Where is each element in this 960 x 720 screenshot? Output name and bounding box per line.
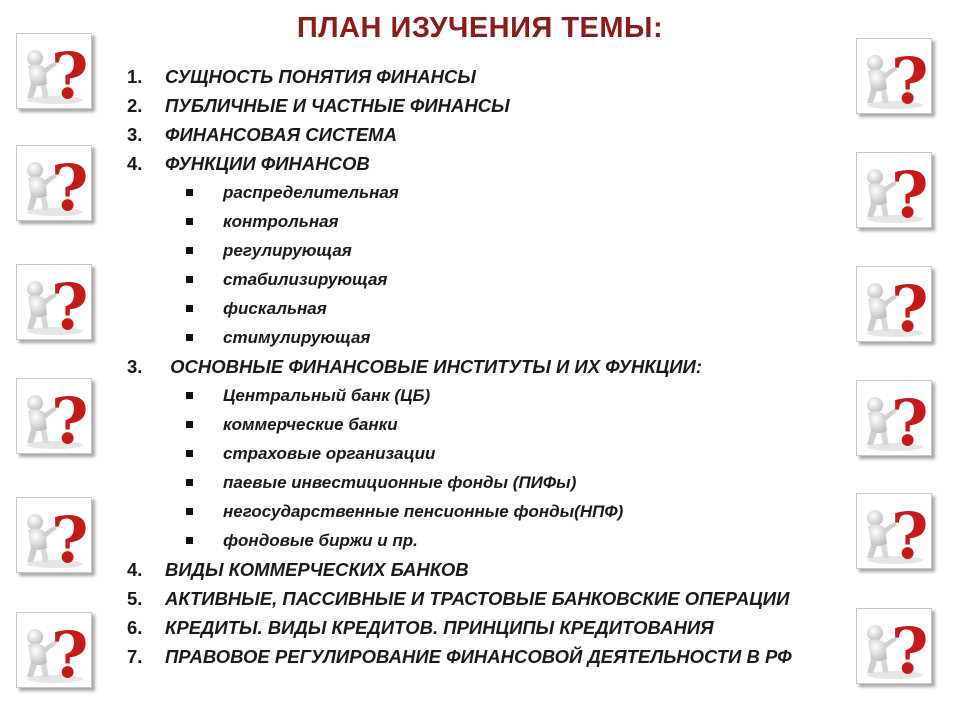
outline-subitem (127, 323, 847, 352)
outline-item (127, 120, 847, 149)
square-bullet-icon (186, 247, 193, 254)
outline-subitem (127, 410, 847, 439)
question-person-icon (856, 266, 932, 342)
subitem-text: контрольная (223, 212, 339, 231)
item-number: 5. (127, 588, 143, 609)
question-person-icon (16, 497, 92, 573)
svg-text:?: ? (51, 39, 89, 108)
question-person-icon (856, 152, 932, 228)
subitem-text: паевые инвестиционные фонды (ПИФы) (223, 473, 577, 492)
outline-subitem (127, 265, 847, 294)
square-bullet-icon (186, 479, 193, 486)
outline-subitem (127, 178, 847, 207)
item-text: ОСНОВНЫЕ ФИНАНСОВЫЕ ИНСТИТУТЫ И ИХ ФУНКЦИИ: (165, 356, 702, 377)
subitem-text: распределительная (223, 183, 399, 202)
svg-text:?: ? (891, 614, 929, 683)
outline-item (127, 642, 847, 671)
outline-item (127, 584, 847, 613)
item-text: КРЕДИТЫ. ВИДЫ КРЕДИТОВ. ПРИНЦИПЫ КРЕДИТОВАНИЯ (165, 617, 714, 638)
item-number: 3. (127, 356, 143, 377)
outline-item (127, 62, 847, 91)
subitem-text: Центральный банк (ЦБ) (223, 386, 431, 405)
subitem-text: фискальная (223, 299, 327, 318)
square-bullet-icon (186, 218, 193, 225)
svg-text:?: ? (51, 503, 89, 572)
svg-text:?: ? (51, 384, 89, 453)
svg-text:?: ? (891, 158, 929, 227)
item-number: 2. (127, 95, 143, 116)
svg-text:?: ? (891, 44, 929, 113)
question-person-icon (16, 612, 92, 688)
item-number: 3. (127, 124, 143, 145)
item-number: 6. (127, 617, 143, 638)
item-text: ФИНАНСОВАЯ СИСТЕМА (165, 124, 397, 145)
question-person-icon (856, 380, 932, 456)
topic-outline (127, 62, 847, 671)
square-bullet-icon (186, 189, 193, 196)
square-bullet-icon (186, 305, 193, 312)
square-bullet-icon (186, 392, 193, 399)
outline-subitem (127, 468, 847, 497)
outline-subitem (127, 497, 847, 526)
outline-subitem (127, 236, 847, 265)
outline-item (127, 555, 847, 584)
item-number: 1. (127, 66, 143, 87)
subitem-text: стимулирующая (223, 328, 371, 347)
subitem-text: регулирующая (223, 241, 352, 260)
item-number: 4. (127, 559, 143, 580)
subitem-text: фондовые биржи и пр. (223, 531, 418, 550)
outline-subitem (127, 207, 847, 236)
question-person-icon (16, 145, 92, 221)
question-person-icon (16, 378, 92, 454)
subitem-text: страховые организации (223, 444, 436, 463)
svg-text:?: ? (891, 386, 929, 455)
outline-subitem (127, 381, 847, 410)
question-person-icon (856, 493, 932, 569)
outline-item (127, 91, 847, 120)
item-text: ПУБЛИЧНЫЕ И ЧАСТНЫЕ ФИНАНСЫ (165, 95, 510, 116)
svg-text:?: ? (51, 270, 89, 339)
outline-item (127, 352, 847, 381)
item-text: АКТИВНЫЕ, ПАССИВНЫЕ И ТРАСТОВЫЕ БАНКОВСКИЕ ОПЕРАЦИИ (165, 588, 790, 609)
question-person-icon (856, 608, 932, 684)
outline-subitem (127, 526, 847, 555)
square-bullet-icon (186, 450, 193, 457)
question-person-icon (16, 264, 92, 340)
svg-text:?: ? (891, 499, 929, 568)
square-bullet-icon (186, 334, 193, 341)
page-title: ПЛАН ИЗУЧЕНИЯ ТЕМЫ: (296, 12, 664, 44)
outline-subitem (127, 294, 847, 323)
item-text: СУЩНОСТЬ ПОНЯТИЯ ФИНАНСЫ (165, 66, 476, 87)
item-number: 4. (127, 153, 143, 174)
item-number: 7. (127, 646, 143, 667)
square-bullet-icon (186, 537, 193, 544)
subitem-text: негосударственные пенсионные фонды(НПФ) (223, 502, 624, 521)
question-person-icon (856, 38, 932, 114)
outline-item (127, 149, 847, 178)
outline-subitem (127, 439, 847, 468)
square-bullet-icon (186, 508, 193, 515)
square-bullet-icon (186, 421, 193, 428)
square-bullet-icon (186, 276, 193, 283)
item-text: ПРАВОВОЕ РЕГУЛИРОВАНИЕ ФИНАНСОВОЙ ДЕЯТЕЛЬНОСТИ В РФ (165, 646, 792, 667)
question-person-icon (16, 33, 92, 109)
svg-text:?: ? (51, 151, 89, 220)
subitem-text: стабилизирующая (223, 270, 388, 289)
item-text: ФУНКЦИИ ФИНАНСОВ (165, 153, 370, 174)
svg-text:?: ? (891, 272, 929, 341)
svg-text:?: ? (51, 618, 89, 687)
outline-item (127, 613, 847, 642)
subitem-text: коммерческие банки (223, 415, 398, 434)
item-text: ВИДЫ КОММЕРЧЕСКИХ БАНКОВ (165, 559, 469, 580)
